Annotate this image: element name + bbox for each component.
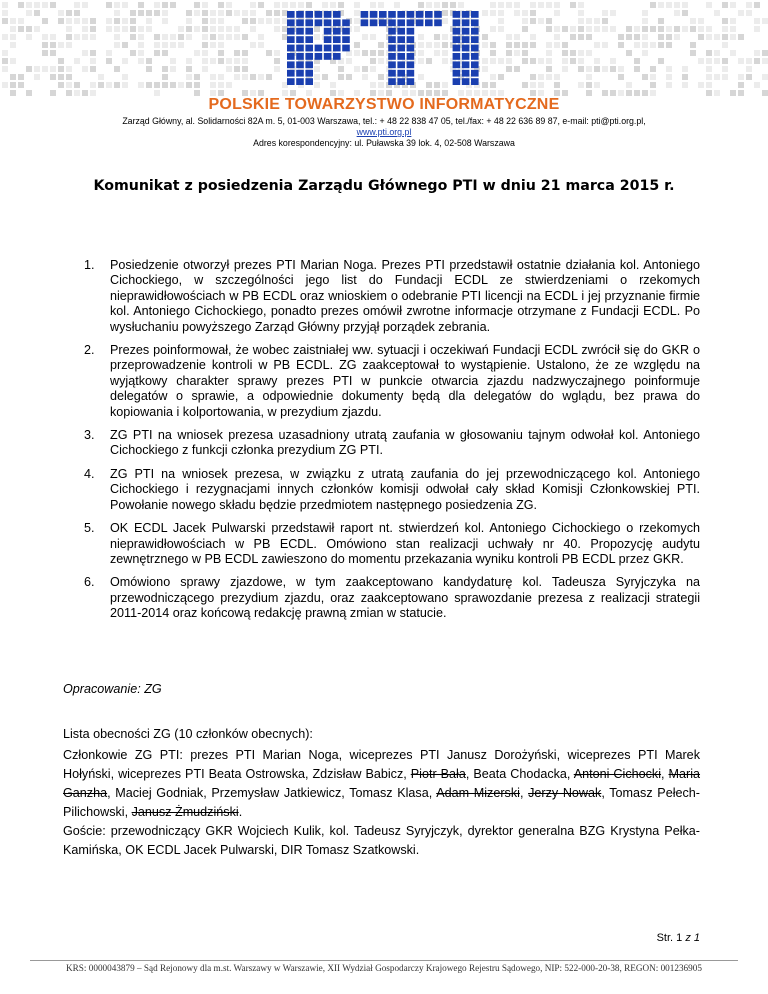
item-number: 6.: [84, 575, 95, 590]
struck-member: Adam Mizerski: [436, 786, 520, 800]
members-list: [63, 746, 700, 822]
members-text: ,: [661, 767, 669, 781]
page-number: [657, 932, 700, 944]
pti-logo: [286, 10, 482, 88]
correspondence-address: Adres korespondencyjny: ul. Puławska 39 lok. 4, 02-508 Warszawa: [253, 138, 515, 148]
list-item: [84, 428, 700, 459]
struck-member: Piotr Bała: [410, 767, 466, 781]
page-title: Komunikat z posiedzenia Zarządu Głównego PTI w dniu 21 marca 2015 r.: [93, 178, 675, 194]
item-text: Omówiono sprawy zjazdowe, w tym zaakceptowano kandydaturę kol. Tadeusza Syryjczyka na przewodniczącego prezydium zjazdu, oraz zaakceptowano sprawozdanie prezesa z realizacji strategii 2011-2014 oraz końcową redakcję prawną zmian w statucie.: [110, 575, 700, 621]
members-text: .: [238, 805, 243, 819]
list-item: [84, 258, 700, 335]
footer-divider: [30, 960, 738, 961]
item-number: 5.: [84, 521, 95, 536]
agenda-list: [84, 258, 700, 630]
members-text: , Maciej Godniak, Przemysław Jatkiewicz, Tomasz Klasa,: [107, 786, 437, 800]
guests-list: Goście: przewodniczący GKR Wojciech Kulik, kol. Tadeusz Syryjczyk, dyrektor generalna BZG Krystyna Pełka-Kamińska, OK ECDL Jacek Pulwarski, DIR Tomasz Szatkowski.: [63, 824, 700, 857]
item-number: 2.: [84, 343, 95, 358]
prepared-by: Opracowanie: ZG: [63, 682, 162, 696]
footer-registry: KRS: 0000043879 – Sąd Rejonowy dla m.st. Warszawy w Warszawie, XII Wydział Gospodarczy Krajowego Rejestru Sądowego, NIP: 522-000-20-38, REGON: 001236905: [66, 963, 702, 973]
attendance-heading: Lista obecności ZG (10 członków obecnych):: [63, 727, 313, 741]
page-label: Str. 1: [656, 932, 683, 944]
members-text: , Beata Chodacka,: [465, 767, 574, 781]
website-link[interactable]: www.pti.org.pl: [356, 127, 412, 137]
address-line: Zarząd Główny, al. Solidarności 82A m. 5, 01-003 Warszawa, tel.: + 48 22 838 47 05, tel./fax: + 48 22 636 89 87, e-mail: pti@pti.org.pl,: [122, 116, 646, 126]
list-item: [84, 575, 700, 621]
item-text: Prezes poinformował, że wobec zaistniałej ww. sytuacji i oczekiwań Fundacji ECDL zwrócił się do GKR o przeprowadzenie kontroli w PB ECDL. ZG zaakceptował to wystąpienie. Ustalono, że ze względu na wyjątkowy charakter sprawy prezes PTI w punkcie otwarcia zjazdu nadzwyczajnego poinformuje delegatów o sprawie, a odpowiednie dokumenty będą dla delegatów do wglądu, bez prawa do kopiowania i kolportowania, w prezydium zjazdu.: [110, 343, 700, 419]
members-text: , Tomasz Pełech-Pilichowski,: [63, 786, 700, 819]
struck-member: Janusz Żmudziński: [131, 805, 239, 819]
list-item: [84, 467, 700, 513]
members-text: ,: [519, 786, 529, 800]
item-text: ZG PTI na wniosek prezesa uzasadniony utratą zaufania w głosowaniu tajnym odwołał kol. Antoniego Cichockiego z funkcji członka prezydium ZG PTI.: [110, 428, 700, 458]
struck-member: Jerzy Nowak: [528, 786, 602, 800]
struck-member: Antoni Cichocki: [573, 767, 662, 781]
item-text: ZG PTI na wniosek prezesa, w związku z utratą zaufania do jej przewodniczącego kol. Antoniego Cichockiego i rezygnacjami innych członków komisji odwołał cały skład Komisji Członkowskiej PTI. Powołanie nowego składu będzie przedmiotem następnego posiedzenia ZG.: [110, 466, 700, 512]
list-item: [84, 521, 700, 567]
item-number: 3.: [84, 428, 95, 443]
members-text: Członkowie ZG PTI: prezes PTI Marian Noga, wiceprezes PTI Janusz Dorożyński, wiceprezes PTI Marek Hołyński, wiceprezes PTI Beata Ostrowska, Zdzisław Babicz,: [63, 748, 700, 781]
item-text: OK ECDL Jacek Pulwarski przedstawił raport nt. stwierdzeń kol. Antoniego Cichockiego o rzekomych nieprawidłowościach w PB ECDL. Omówiono stan realizacji uchwały nr 40. Propozycję audytu zewnętrznego w PB ECDL zawieszono do momentu przekazania wyniku kontroli PB ECDL przez GKR.: [110, 521, 700, 566]
struck-member: Maria Ganzha: [63, 767, 701, 800]
list-item: [84, 343, 700, 420]
item-number: 4.: [84, 466, 95, 481]
org-name: POLSKIE TOWARZYSTWO INFORMATYCZNE: [208, 96, 560, 113]
item-text: Posiedzenie otworzył prezes PTI Marian Noga. Prezes PTI przedstawił ostatnie działania kol. Antoniego Cichockiego, w szczególności jego list do Fundacji ECDL ze stwierdzeniami o rzekomych nieprawidłowościach w PB ECDL oraz wnioskiem o odebranie PTI licencji na ECDL i jej przyznanie firmie kol. Antoniego Cichockiego, ponadto prezes omówił zwrotne informacje otrzymane z Fundacji ECDL. Po wysłuchaniu powyższego Zarząd Główny przyjął porządek zebrania.: [110, 258, 700, 334]
item-number: 1.: [84, 258, 95, 272]
page-of: z 1: [685, 932, 700, 944]
